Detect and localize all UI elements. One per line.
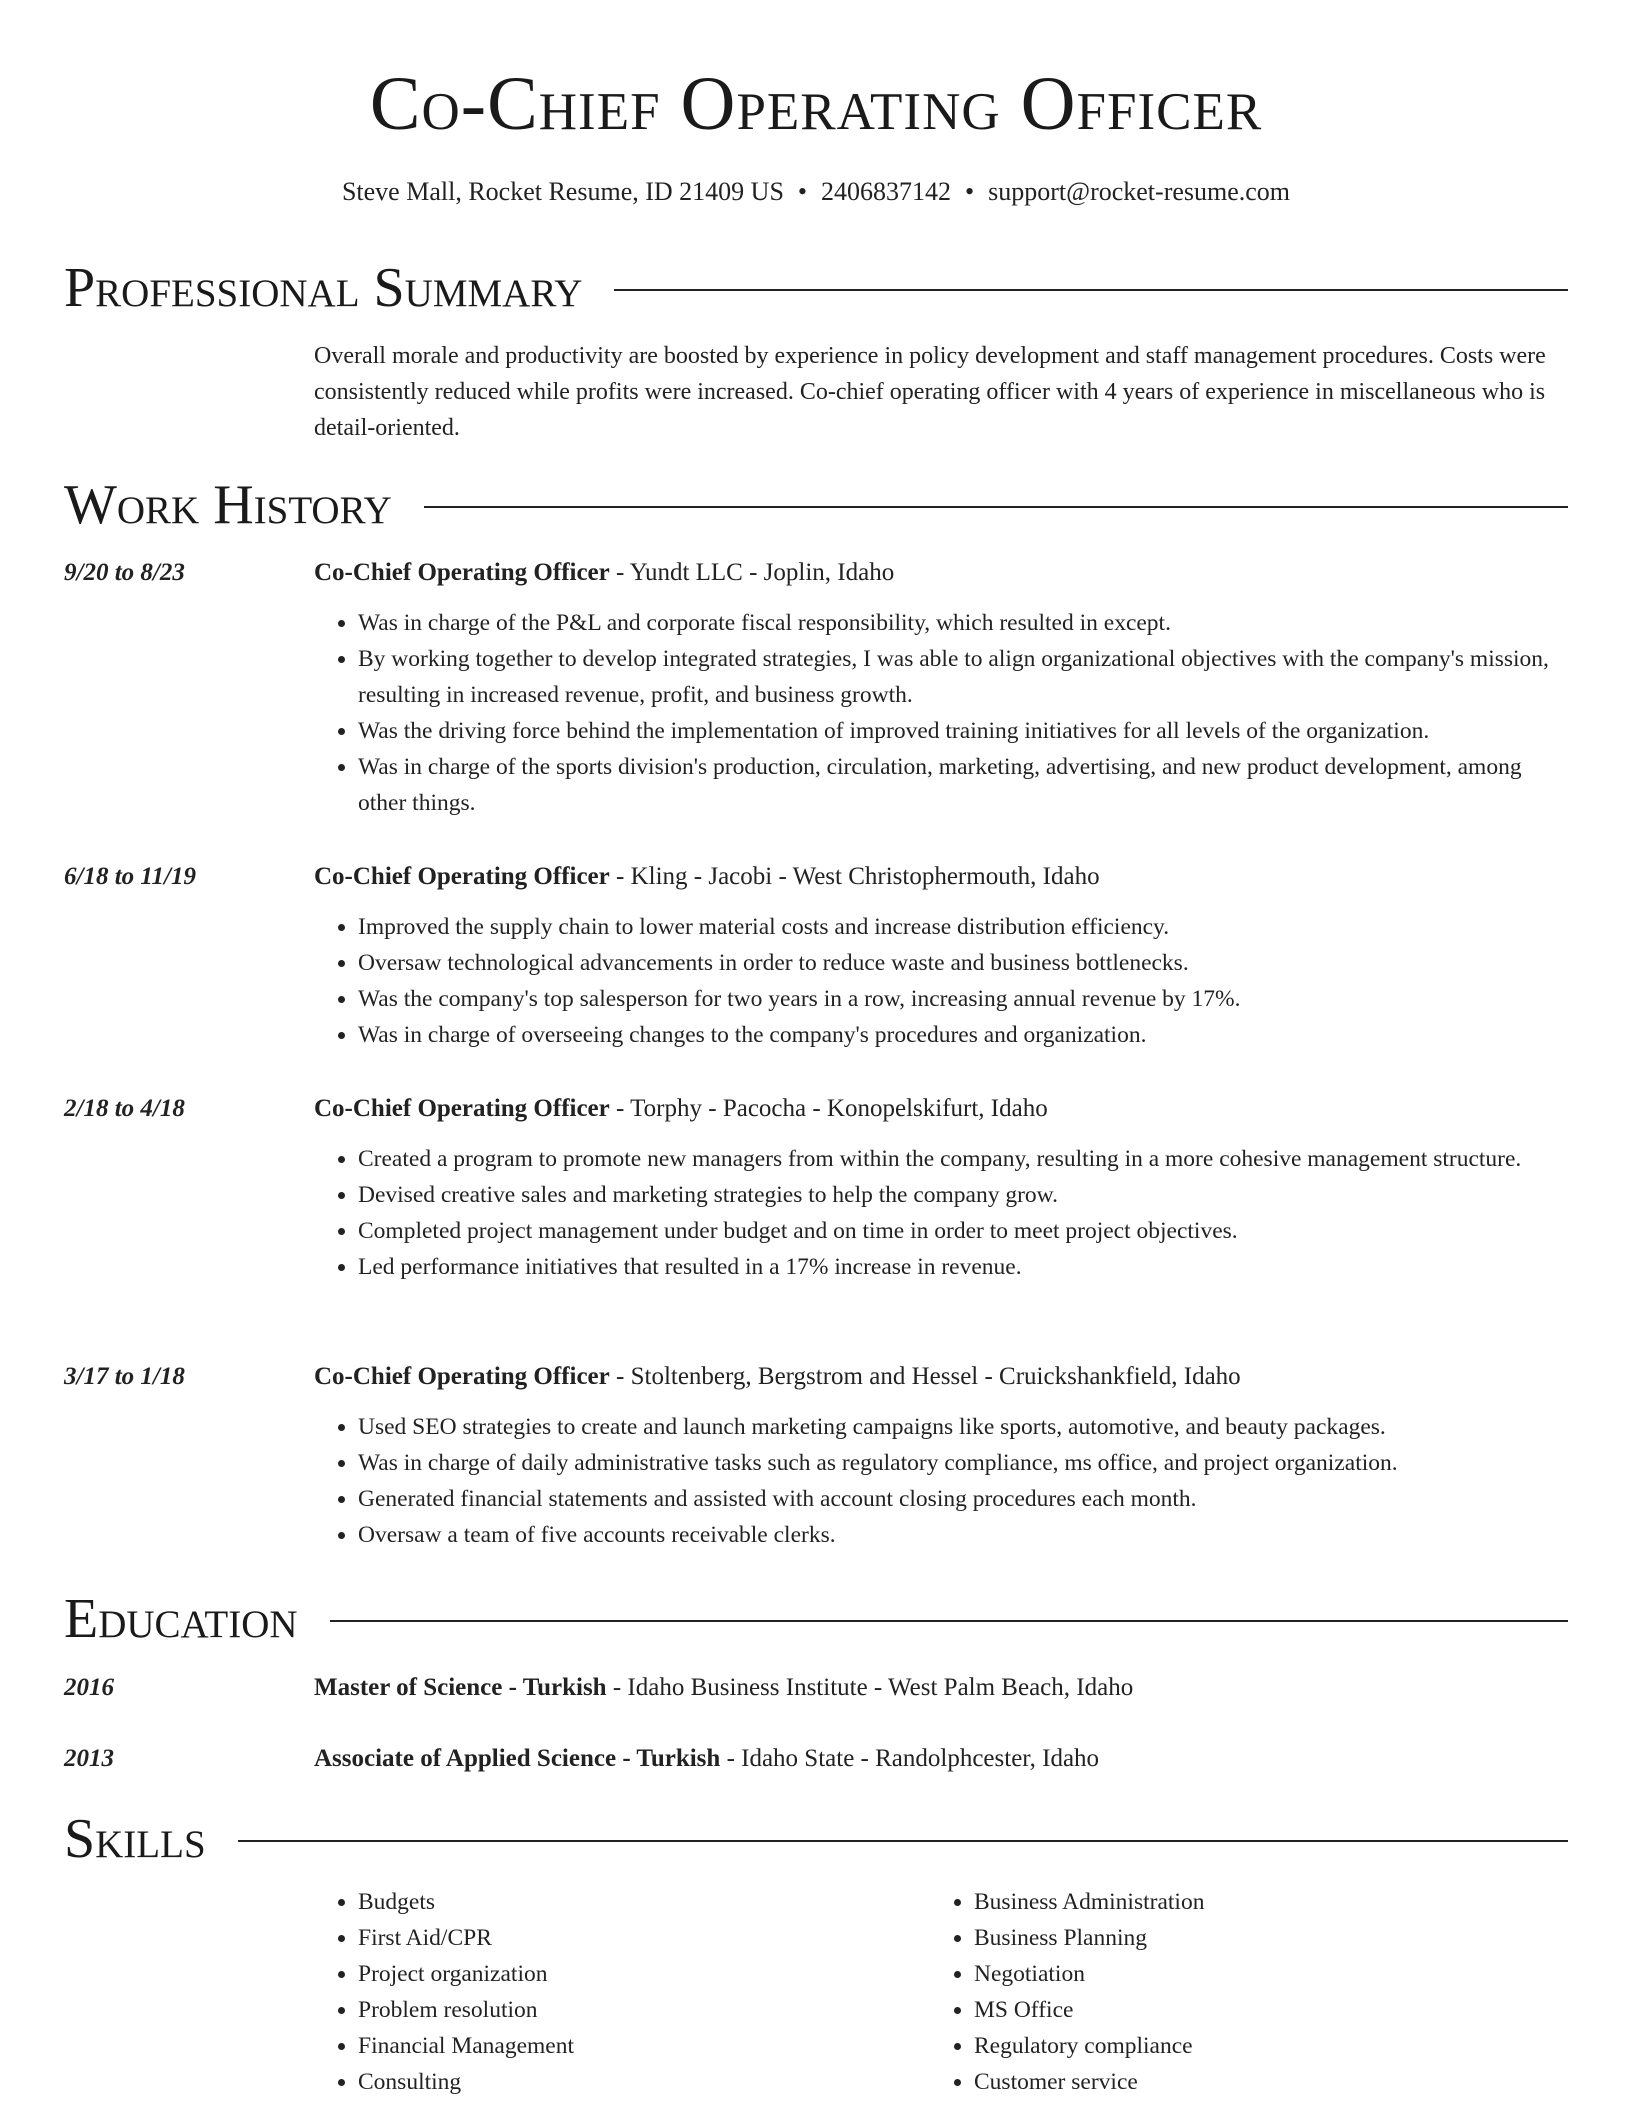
job-title: Co-Chief Operating Officer <box>314 1363 610 1390</box>
job-bullets <box>314 1141 1568 1285</box>
job-dates: 6/18 to 11/19 <box>64 863 196 890</box>
section-heading: Work History <box>64 474 392 536</box>
education-year: 2013 <box>64 1745 114 1772</box>
list-item: • Was the company's top salesperson for two years in a row, increasing annual revenue by 17%. <box>358 981 1568 1017</box>
section-divider <box>424 506 1568 508</box>
education-role <box>314 1670 1568 1706</box>
list-item: • Project organization <box>358 1956 930 1992</box>
section-summary-header <box>64 255 1568 321</box>
job-title: Co-Chief Operating Officer <box>314 1095 610 1122</box>
list-item: • Completed project management under budget and on time in order to meet project objectives. <box>358 1213 1568 1249</box>
list-item: • Negotiation <box>974 1956 1546 1992</box>
section-education-header <box>64 1586 1568 1652</box>
section-heading: Education <box>64 1588 298 1650</box>
list-item: • Regulatory compliance <box>974 2028 1546 2064</box>
job-dates: 2/18 to 4/18 <box>64 1095 185 1122</box>
job-entry <box>64 1359 1568 1553</box>
list-item: • Oversaw technological advancements in order to reduce waste and business bottlenecks. <box>358 945 1568 981</box>
summary-text: Overall morale and productivity are boosted by experience in policy development and staff management procedures. Costs were consistently reduced while profits were increased. Co-chief operating officer with 4 years of experience in miscellaneous who is detail-oriented. <box>314 343 1546 441</box>
education-school: - Idaho State - Randolphcester, Idaho <box>720 1745 1100 1772</box>
education-school: - Idaho Business Institute - West Palm Beach, Idaho <box>606 1674 1134 1701</box>
skills-column-left <box>314 1884 930 2100</box>
education-year: 2016 <box>64 1674 114 1701</box>
contact-phone: 2406837142 <box>821 177 952 206</box>
section-divider <box>614 289 1568 291</box>
list-item: • Generated financial statements and assisted with account closing procedures each month. <box>358 1481 1568 1517</box>
section-skills-header <box>64 1806 1568 1872</box>
skills-list <box>314 1884 1570 2100</box>
list-item: • Was in charge of the P&L and corporate fiscal responsibility, which resulted in except. <box>358 605 1568 641</box>
list-item: • Led performance initiatives that resulted in a 17% increase in revenue. <box>358 1249 1568 1285</box>
list-item: • Customer service <box>974 2064 1546 2100</box>
education-role <box>314 1741 1568 1777</box>
job-title: Co-Chief Operating Officer <box>314 863 610 890</box>
list-item: • Was in charge of overseeing changes to the company's procedures and organization. <box>358 1017 1568 1053</box>
list-item: • Created a program to promote new managers from within the company, resulting in a more cohesive management structure. <box>358 1141 1568 1177</box>
job-role <box>314 1091 1568 1127</box>
job-company: - Yundt LLC - Joplin, Idaho <box>609 559 895 586</box>
education-degree: Master of Science - Turkish <box>314 1674 607 1701</box>
list-item: • Business Planning <box>974 1920 1546 1956</box>
list-item: • First Aid/CPR <box>358 1920 930 1956</box>
job-title: Co-Chief Operating Officer <box>314 559 610 586</box>
job-dates: 3/17 to 1/18 <box>64 1363 185 1390</box>
skills-column-right <box>930 1884 1546 2100</box>
job-company: - Stoltenberg, Bergstrom and Hessel - Cruickshankfield, Idaho <box>609 1363 1241 1390</box>
contact-email: support@rocket-resume.com <box>988 177 1291 206</box>
list-item: • Consulting <box>358 2064 930 2100</box>
section-divider <box>330 1620 1568 1622</box>
list-item: • Was in charge of daily administrative tasks such as regulatory compliance, ms office, and project organization. <box>358 1445 1568 1481</box>
list-item: • Devised creative sales and marketing strategies to help the company grow. <box>358 1177 1568 1213</box>
job-role <box>314 859 1568 895</box>
contact-line <box>0 176 1632 208</box>
section-divider <box>238 1840 1568 1842</box>
section-work-header <box>64 472 1568 538</box>
list-item: • Financial Management <box>358 2028 930 2064</box>
contact-address: Steve Mall, Rocket Resume, ID 21409 US <box>341 177 784 206</box>
job-bullets <box>314 909 1568 1053</box>
job-entry <box>64 859 1568 1053</box>
page-title: Co-Chief Operating Officer <box>369 62 1263 146</box>
list-item: • Problem resolution <box>358 1992 930 2028</box>
list-item: • MS Office <box>974 1992 1546 2028</box>
education-degree: Associate of Applied Science - Turkish <box>314 1745 721 1772</box>
job-bullets <box>314 1409 1568 1553</box>
job-bullets <box>314 605 1568 821</box>
job-entry <box>64 555 1568 821</box>
list-item: • Improved the supply chain to lower material costs and increase distribution efficiency. <box>358 909 1568 945</box>
job-role <box>314 1359 1568 1395</box>
list-item: • Was the driving force behind the implementation of improved training initiatives for all levels of the organization. <box>358 713 1568 749</box>
job-dates: 9/20 to 8/23 <box>64 559 185 586</box>
job-company: - Kling - Jacobi - West Christophermouth, Idaho <box>609 863 1100 890</box>
section-heading: Skills <box>64 1808 206 1870</box>
education-entry <box>64 1741 1568 1777</box>
list-item: • Budgets <box>358 1884 930 1920</box>
contact-separator: • <box>797 177 808 206</box>
contact-separator: • <box>965 177 975 206</box>
job-entry <box>64 1091 1568 1285</box>
education-entry <box>64 1670 1568 1706</box>
list-item: • Used SEO strategies to create and launch marketing campaigns like sports, automotive, and beauty packages. <box>358 1409 1568 1445</box>
list-item: • Business Administration <box>974 1884 1546 1920</box>
list-item: • Was in charge of the sports division's production, circulation, marketing, advertising, and new product development, among other things. <box>358 749 1568 821</box>
list-item: • By working together to develop integrated strategies, I was able to align organizational objectives with the company's mission, resulting in increased revenue, profit, and business growth. <box>358 641 1568 713</box>
list-item: • Oversaw a team of five accounts receivable clerks. <box>358 1517 1568 1553</box>
section-heading: Professional Summary <box>64 257 583 319</box>
job-company: - Torphy - Pacocha - Konopelskifurt, Idaho <box>609 1095 1048 1122</box>
job-role <box>314 555 1568 591</box>
